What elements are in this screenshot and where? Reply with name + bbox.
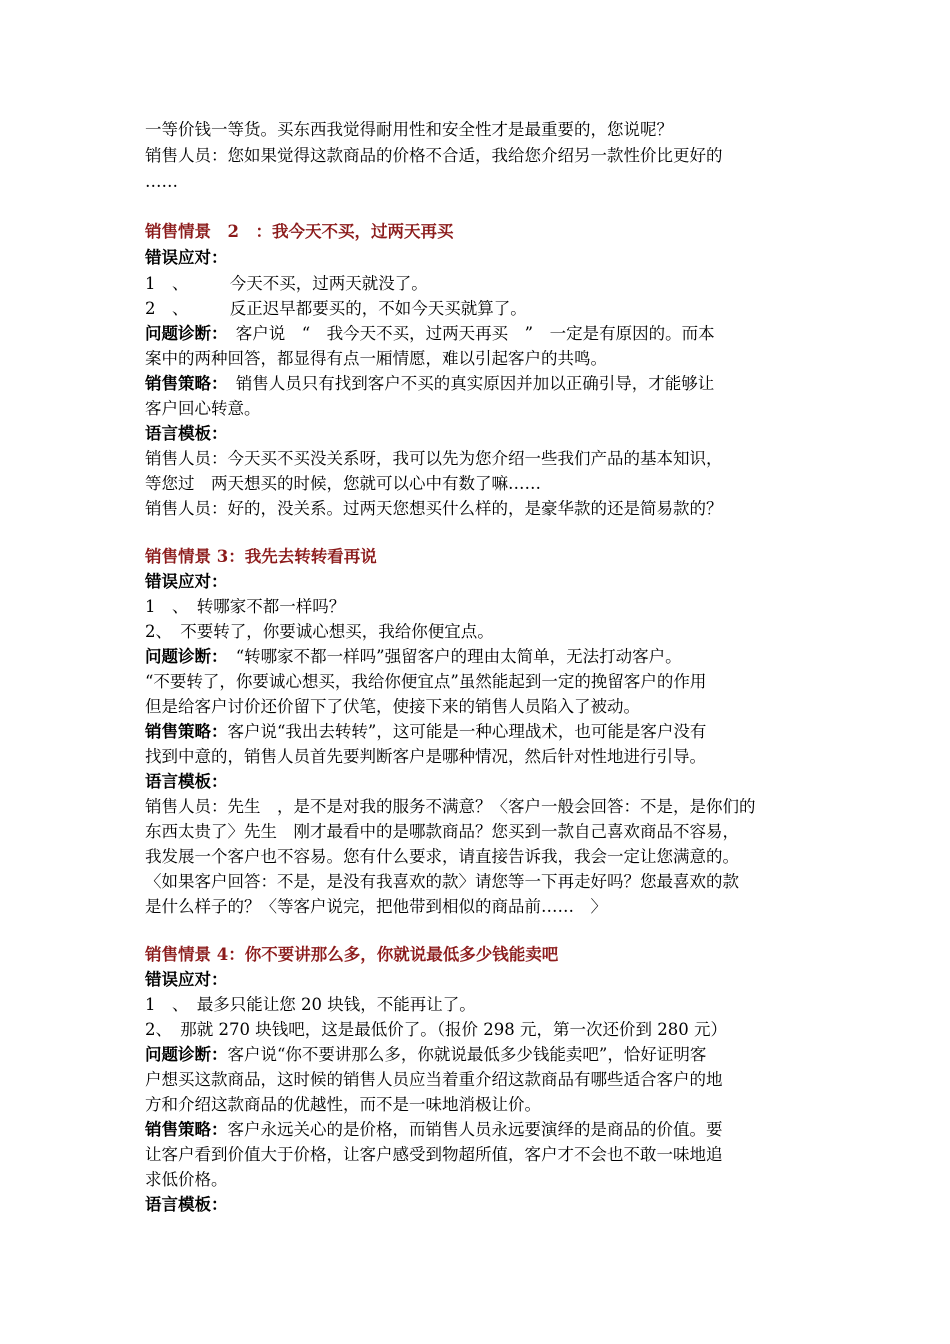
s4-wrong-2: 2、 那就 270 块钱吧，这是最低价了。（报价 298 元，第一次还价到 280 元） (145, 1020, 727, 1039)
s4-diagnosis-line-3: 方和介绍这款商品的优越性，而不是一味地消极让价。 (145, 1095, 541, 1114)
s2-wrong-2: 2 、 反正迟早都要买的，不如今天买就算了。 (145, 299, 527, 318)
s3-diagnosis-line-3: 但是给客户讨价还价留下了伏笔，使接下来的销售人员陷入了被动。 (145, 697, 640, 716)
s3-diagnosis-line-2: “不要转了，你要诚心想买，我给你便宜点”虽然能起到一定的挽留客户的作用 (145, 672, 707, 691)
s2-diagnosis-text: 客户说 “ 我今天不买，过两天再买 ” 一定是有原因的。而本 (219, 324, 715, 343)
s2-wrong-1: 1 、 今天不买，过两天就没了。 (145, 274, 428, 293)
s4-diagnosis-line-1 (145, 1043, 706, 1067)
s4-strategy-text: 客户永远关心的是价格，而销售人员永远要演绎的是商品的价值。要 (227, 1120, 723, 1139)
s4-wrong-label: 错误应对： (145, 970, 228, 989)
s4-diagnosis-line-2: 户想买这款商品，这时候的销售人员应当着重介绍这款商品有哪些适合客户的地 (145, 1070, 723, 1089)
s3-diagnosis-line-1 (145, 645, 682, 669)
s2-wrong-label: 错误应对： (145, 248, 228, 267)
s3-strategy-text: 客户说“我出去转转”，这可能是一种心理战术，也可能是客户没有 (227, 722, 707, 741)
s3-strategy-line-1 (145, 720, 706, 744)
scenario-3-title: 销售情景 3：我先去转转看再说 (145, 547, 377, 566)
s2-template-label: 语言模板： (145, 424, 228, 443)
s2-template-line-2: 等您过 两天想买的时候，您就可以心中有数了嘛…… (145, 474, 541, 493)
scenario-2-title: 销售情景 2 ：我今天不买，过两天再买 (145, 222, 454, 241)
s4-diagnosis-text: 客户说“你不要讲那么多，你就说最低多少钱能卖吧”，恰好证明客 (227, 1045, 707, 1064)
s3-template-line-3: 我发展一个客户也不容易。您有什么要求，请直接告诉我，我会一定让您满意的。 (145, 847, 739, 866)
s2-strategy-line-2: 客户回心转意。 (145, 399, 261, 418)
s3-diagnosis-text: “转哪家不都一样吗”强留客户的理由太简单，无法打动客户。 (219, 647, 682, 666)
s2-strategy-label: 销售策略： (145, 374, 220, 393)
s2-diagnosis-line-2: 案中的两种回答，都显得有点一厢情愿，难以引起客户的共鸣。 (145, 349, 607, 368)
s2-diagnosis-label: 问题诊断： (145, 324, 220, 343)
s3-template-line-5: 是什么样子的？〈等客户说完，把他带到相似的商品前…… 〉 (145, 897, 607, 916)
s2-template-line-3: 销售人员：好的，没关系。过两天您想买什么样的，是豪华款的还是简易款的？ (145, 499, 723, 518)
s4-diagnosis-label: 问题诊断： (145, 1045, 228, 1064)
s3-strategy-label: 销售策略： (145, 722, 228, 741)
s3-template-line-4: 〈如果客户回答：不是，是没有我喜欢的款〉请您等一下再走好吗？您最喜欢的款 (145, 872, 739, 891)
s4-strategy-line-1 (145, 1118, 723, 1142)
s4-strategy-label: 销售策略： (145, 1120, 228, 1139)
scenario-4-title: 销售情景 4：你不要讲那么多，你就说最低多少钱能卖吧 (145, 945, 559, 964)
s4-strategy-line-2: 让客户看到价值大于价格，让客户感受到物超所值，客户才不会也不敢一味地追 (145, 1145, 723, 1164)
s2-strategy-text: 销售人员只有找到客户不买的真实原因并加以正确引导，才能够让 (219, 374, 715, 393)
intro-line-2: 销售人员：您如果觉得这款商品的价格不合适，我给您介绍另一款性价比更好的 (145, 146, 723, 165)
s3-wrong-2: 2、 不要转了，你要诚心想买，我给你便宜点。 (145, 622, 494, 641)
s4-template-label: 语言模板： (145, 1195, 228, 1214)
s3-wrong-label: 错误应对： (145, 572, 228, 591)
s4-strategy-line-3: 求低价格。 (145, 1170, 228, 1189)
s2-template-line-1: 销售人员：今天买不买没关系呀，我可以先为您介绍一些我们产品的基本知识， (145, 449, 723, 468)
intro-line-1: 一等价钱一等货。买东西我觉得耐用性和安全性才是最重要的，您说呢？ (145, 120, 673, 139)
s4-wrong-1: 1 、 最多只能让您 20 块钱，不能再让了。 (145, 995, 476, 1014)
s3-template-line-2: 东西太贵了〉先生 刚才最看中的是哪款商品？您买到一款自己喜欢商品不容易， (145, 822, 739, 841)
s3-wrong-1: 1 、 转哪家不都一样吗？ (145, 597, 346, 616)
s2-diagnosis-line-1 (145, 322, 715, 346)
s3-template-line-1: 销售人员：先生 ，是不是对我的服务不满意？〈客户一般会回答：不是，是你们的 (145, 797, 756, 816)
s3-diagnosis-label: 问题诊断： (145, 647, 220, 666)
s2-strategy-line-1 (145, 372, 714, 396)
s3-template-label: 语言模板： (145, 772, 228, 791)
s3-strategy-line-2: 找到中意的，销售人员首先要判断客户是哪种情况，然后针对性地进行引导。 (145, 747, 706, 766)
intro-line-3: …… (145, 172, 178, 191)
